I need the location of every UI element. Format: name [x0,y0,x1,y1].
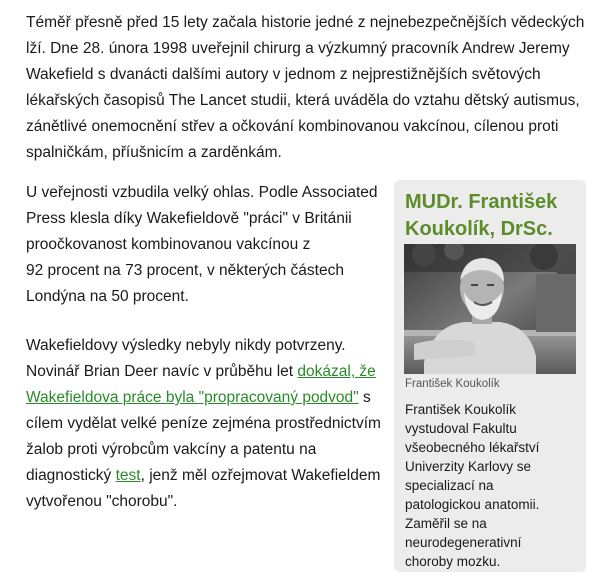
text-line: U veřejnosti vzbudila velký ohlas. Podle Associated [26,184,378,201]
bio-line: specializací na [405,478,494,493]
paragraph-fraud [26,333,386,515]
text-fragment: diagnostický [26,467,116,484]
text-line: Wakefield s dvanácti dalšími autory v jednom z nejprestižnějších světových [26,66,541,83]
fraud-article-link-cont[interactable]: Wakefieldova práce byla "propracovaný podvod" [26,389,359,406]
text-line: Téměř přesně před 15 lety začala historie jedné z nejnebezpečnějších vědeckých [26,14,585,31]
text-line [26,359,386,385]
test-link[interactable]: test [115,467,141,484]
paragraph-public-reaction [26,180,376,310]
text-fragment: , jenž měl ozřejmovat Wakefieldem [140,467,381,484]
sidebar-title [405,189,557,243]
photo-caption: František Koukolík [405,378,500,390]
bio-line: Zaměřil se na [405,516,487,531]
bio-line: neurodegenerativní [405,535,522,550]
text-line: zánětlivé onemocnění střev a očkování kombinovanou vakcínou, cílenou proti [26,118,559,135]
text-line: cílem vydělat velké peníze zejména prostřednictvím [26,415,381,432]
bio-line: všeobecného lékařství [405,440,540,455]
text-fragment: s [358,389,371,406]
text-line: lékařských časopisů The Lancet studii, která uváděla do vztahu dětský autismus, [26,92,580,109]
sidebar-title-line: MUDr. František [405,191,558,213]
paragraph-intro [26,10,586,166]
text-line [26,385,386,411]
text-line: lží. Dne 28. února 1998 uveřejnil chirurg a výzkumný pracovník Andrew Jeremy [26,40,570,57]
bio-line: František Koukolík [405,402,517,417]
text-line: žalob proti výrobcům vakcíny a patentu na [26,441,317,458]
text-line: proočkovanost kombinovanou vakcínou z [26,236,311,253]
text-line: vytvořenou "chorobu". [26,493,178,510]
text-line: spalničkám, příušnicím a zarděnkám. [26,144,282,161]
bio-line: Univerzity Karlovy se [405,459,532,474]
author-sidebar [394,180,586,572]
text-fragment: Novinář Brian Deer navíc v průběhu let [26,363,298,380]
sidebar-title-line: Koukolík, DrSc. [405,218,553,240]
text-line: Wakefieldovy výsledky nebyly nikdy potvrzeny. [26,337,346,354]
author-portrait-image [404,244,576,374]
bio-line: patologickou anatomii. [405,497,540,512]
fraud-article-link[interactable]: dokázal, že [297,363,376,380]
bio-line: choroby mozku. [405,554,501,569]
bio-line: vystudoval Fakultu [405,421,517,436]
text-line: Press klesla díky Wakefieldově "práci" v Británii [26,210,352,227]
text-line: Londýna na 50 procent. [26,288,189,305]
text-line: 92 procent na 73 procent, v některých částech [26,262,344,279]
text-line [26,463,386,489]
author-photo [404,244,576,374]
author-bio [405,400,581,571]
